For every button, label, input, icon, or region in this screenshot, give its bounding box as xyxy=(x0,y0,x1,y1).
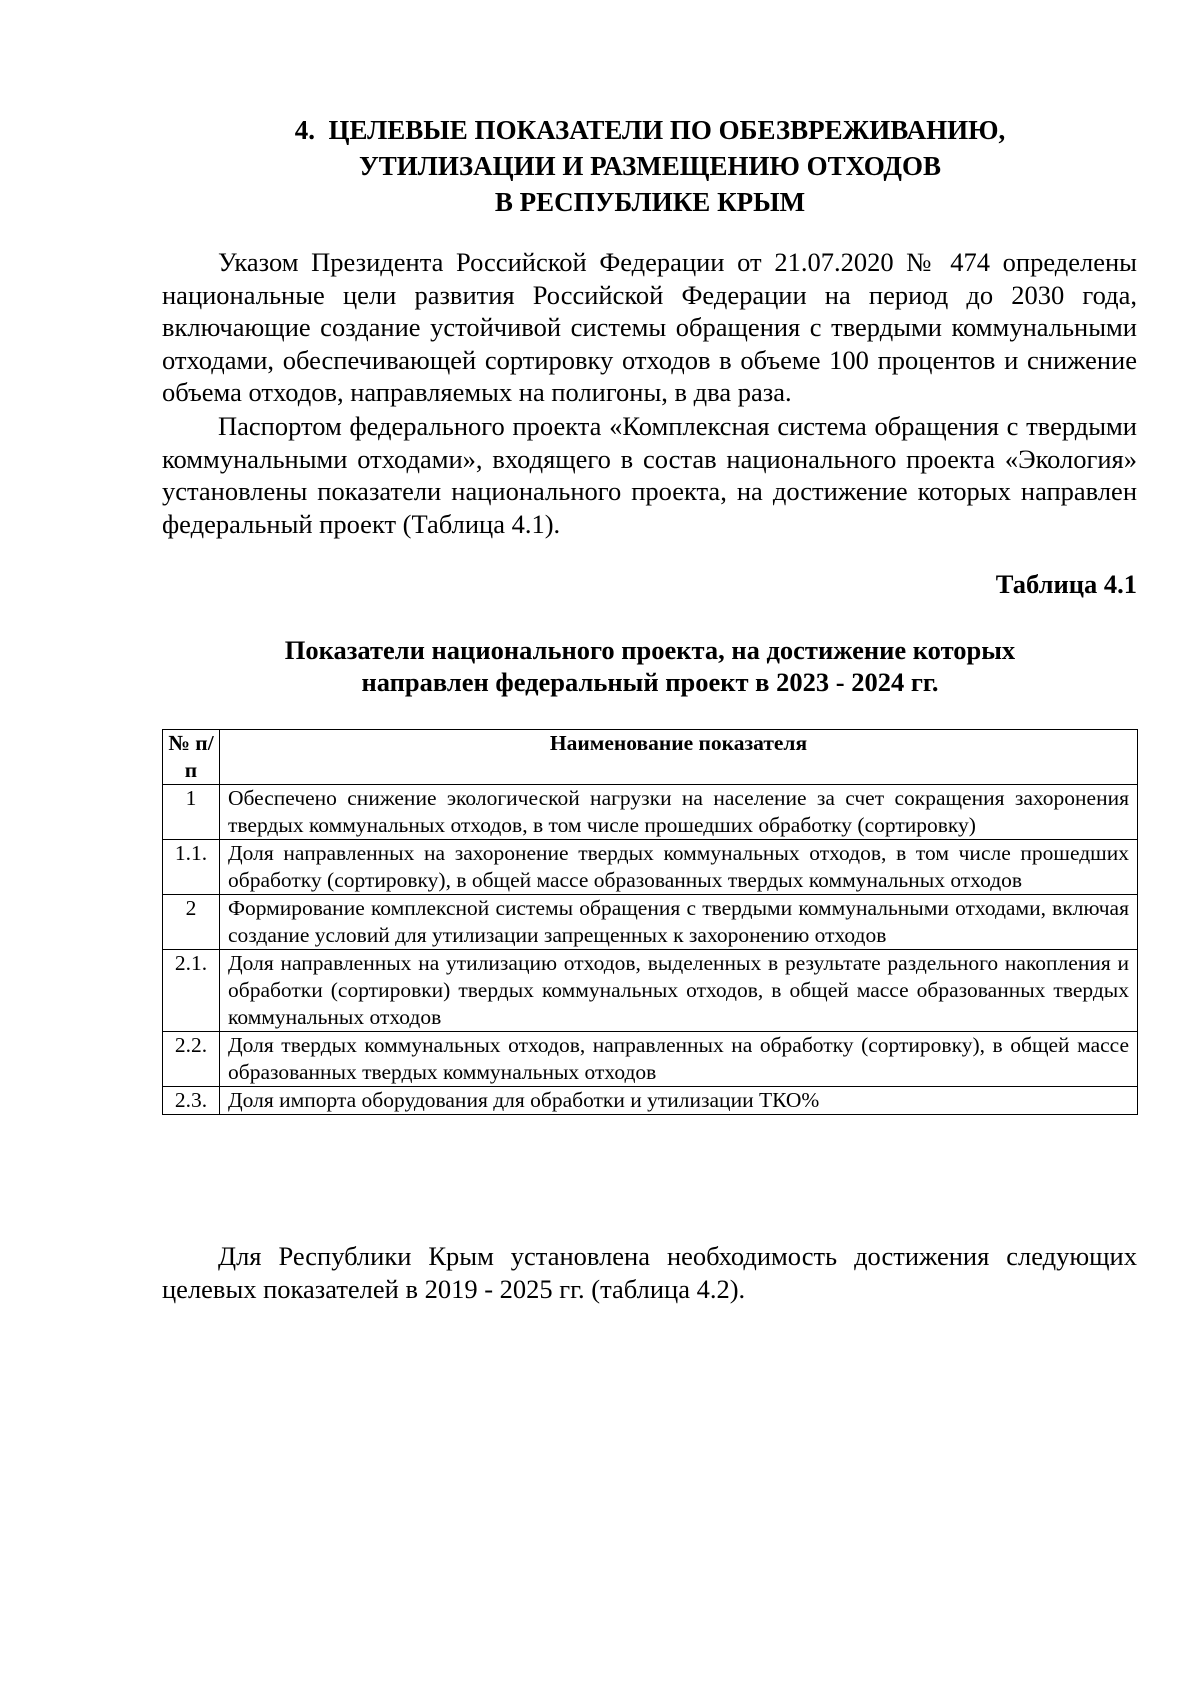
row-number: 2.2. xyxy=(163,1032,220,1087)
section-heading-line-2: УТИЛИЗАЦИИ И РАЗМЕЩЕНИЮ ОТХОДОВ xyxy=(358,151,941,181)
table-row xyxy=(163,1032,1138,1087)
row-indicator-name: Доля твердых коммунальных отходов, направленных на обработку (сортировку), в общей массе образованных твердых коммунальных отходов xyxy=(220,1032,1138,1087)
row-number: 2 xyxy=(163,895,220,950)
section-heading-line-1 xyxy=(160,112,1140,148)
table-row xyxy=(163,785,1138,840)
section-title-part-1: ЦЕЛЕВЫЕ ПОКАЗАТЕЛИ ПО ОБЕЗВРЕЖИВАНИЮ, xyxy=(328,115,1006,145)
table-caption xyxy=(160,634,1140,698)
section-heading-line-3: В РЕСПУБЛИКЕ КРЫМ xyxy=(494,187,806,217)
table-row xyxy=(163,950,1138,1032)
table-caption-line-2: направлен федеральный проект в 2023 - 2024 гг. xyxy=(361,667,939,697)
table-row xyxy=(163,840,1138,895)
table-header-row xyxy=(163,730,1138,785)
row-indicator-name: Доля импорта оборудования для обработки и утилизации ТКО% xyxy=(220,1087,1138,1115)
paragraph-national-goals: Указом Президента Российской Федерации от 21.07.2020 № 474 определены национальные цели развития Российской Федерации на период до 2030 года, включающие создание устойчивой системы обращения с твердыми коммунальными отходами, обеспечивающей сортировку отходов в объеме 100 процентов и снижение объема отходов, направляемых на полигоны, в два раза. xyxy=(162,247,1137,407)
indicators-table xyxy=(162,729,1138,1115)
row-indicator-name: Доля направленных на захоронение твердых коммунальных отходов, в том числе прошедших обработку (сортировку), в общей массе образованных твердых коммунальных отходов xyxy=(220,840,1138,895)
header-number: № п/п xyxy=(163,730,220,785)
table-label: Таблица 4.1 xyxy=(995,569,1137,599)
header-indicator-name: Наименование показателя xyxy=(220,730,1138,785)
paragraph-crimea-targets: Для Республики Крым установлена необходимость достижения следующих целевых показателей в 2019 - 2025 гг. (таблица 4.2). xyxy=(162,1241,1137,1304)
table-row xyxy=(163,1087,1138,1115)
row-indicator-name: Обеспечено снижение экологической нагрузки на население за счет сокращения захоронения твердых коммунальных отходов, в том числе прошедших обработку (сортировку) xyxy=(220,785,1138,840)
row-indicator-name: Доля направленных на утилизацию отходов, выделенных в результате раздельного накопления и обработки (сортировки) твердых коммунальных отходов, в общей массе образованных твердых коммунальных отходов xyxy=(220,950,1138,1032)
row-indicator-name: Формирование комплексной системы обращения с твердыми коммунальными отходами, включая создание условий для утилизации запрещенных к захоронению отходов xyxy=(220,895,1138,950)
paragraph-federal-project: Паспортом федерального проекта «Комплексная система обращения с твердыми коммунальными отходами», входящего в состав национального проекта «Экология» установлены показатели национального проекта, на достижение которых направлен федеральный проект (Таблица 4.1). xyxy=(162,411,1137,539)
table-caption-line-1: Показатели национального проекта, на достижение которых xyxy=(284,635,1016,665)
row-number: 1.1. xyxy=(163,840,220,895)
row-number: 2.1. xyxy=(163,950,220,1032)
table-row xyxy=(163,895,1138,950)
section-heading xyxy=(160,112,1140,220)
row-number: 1 xyxy=(163,785,220,840)
row-number: 2.3. xyxy=(163,1087,220,1115)
section-number: 4. xyxy=(294,115,315,145)
